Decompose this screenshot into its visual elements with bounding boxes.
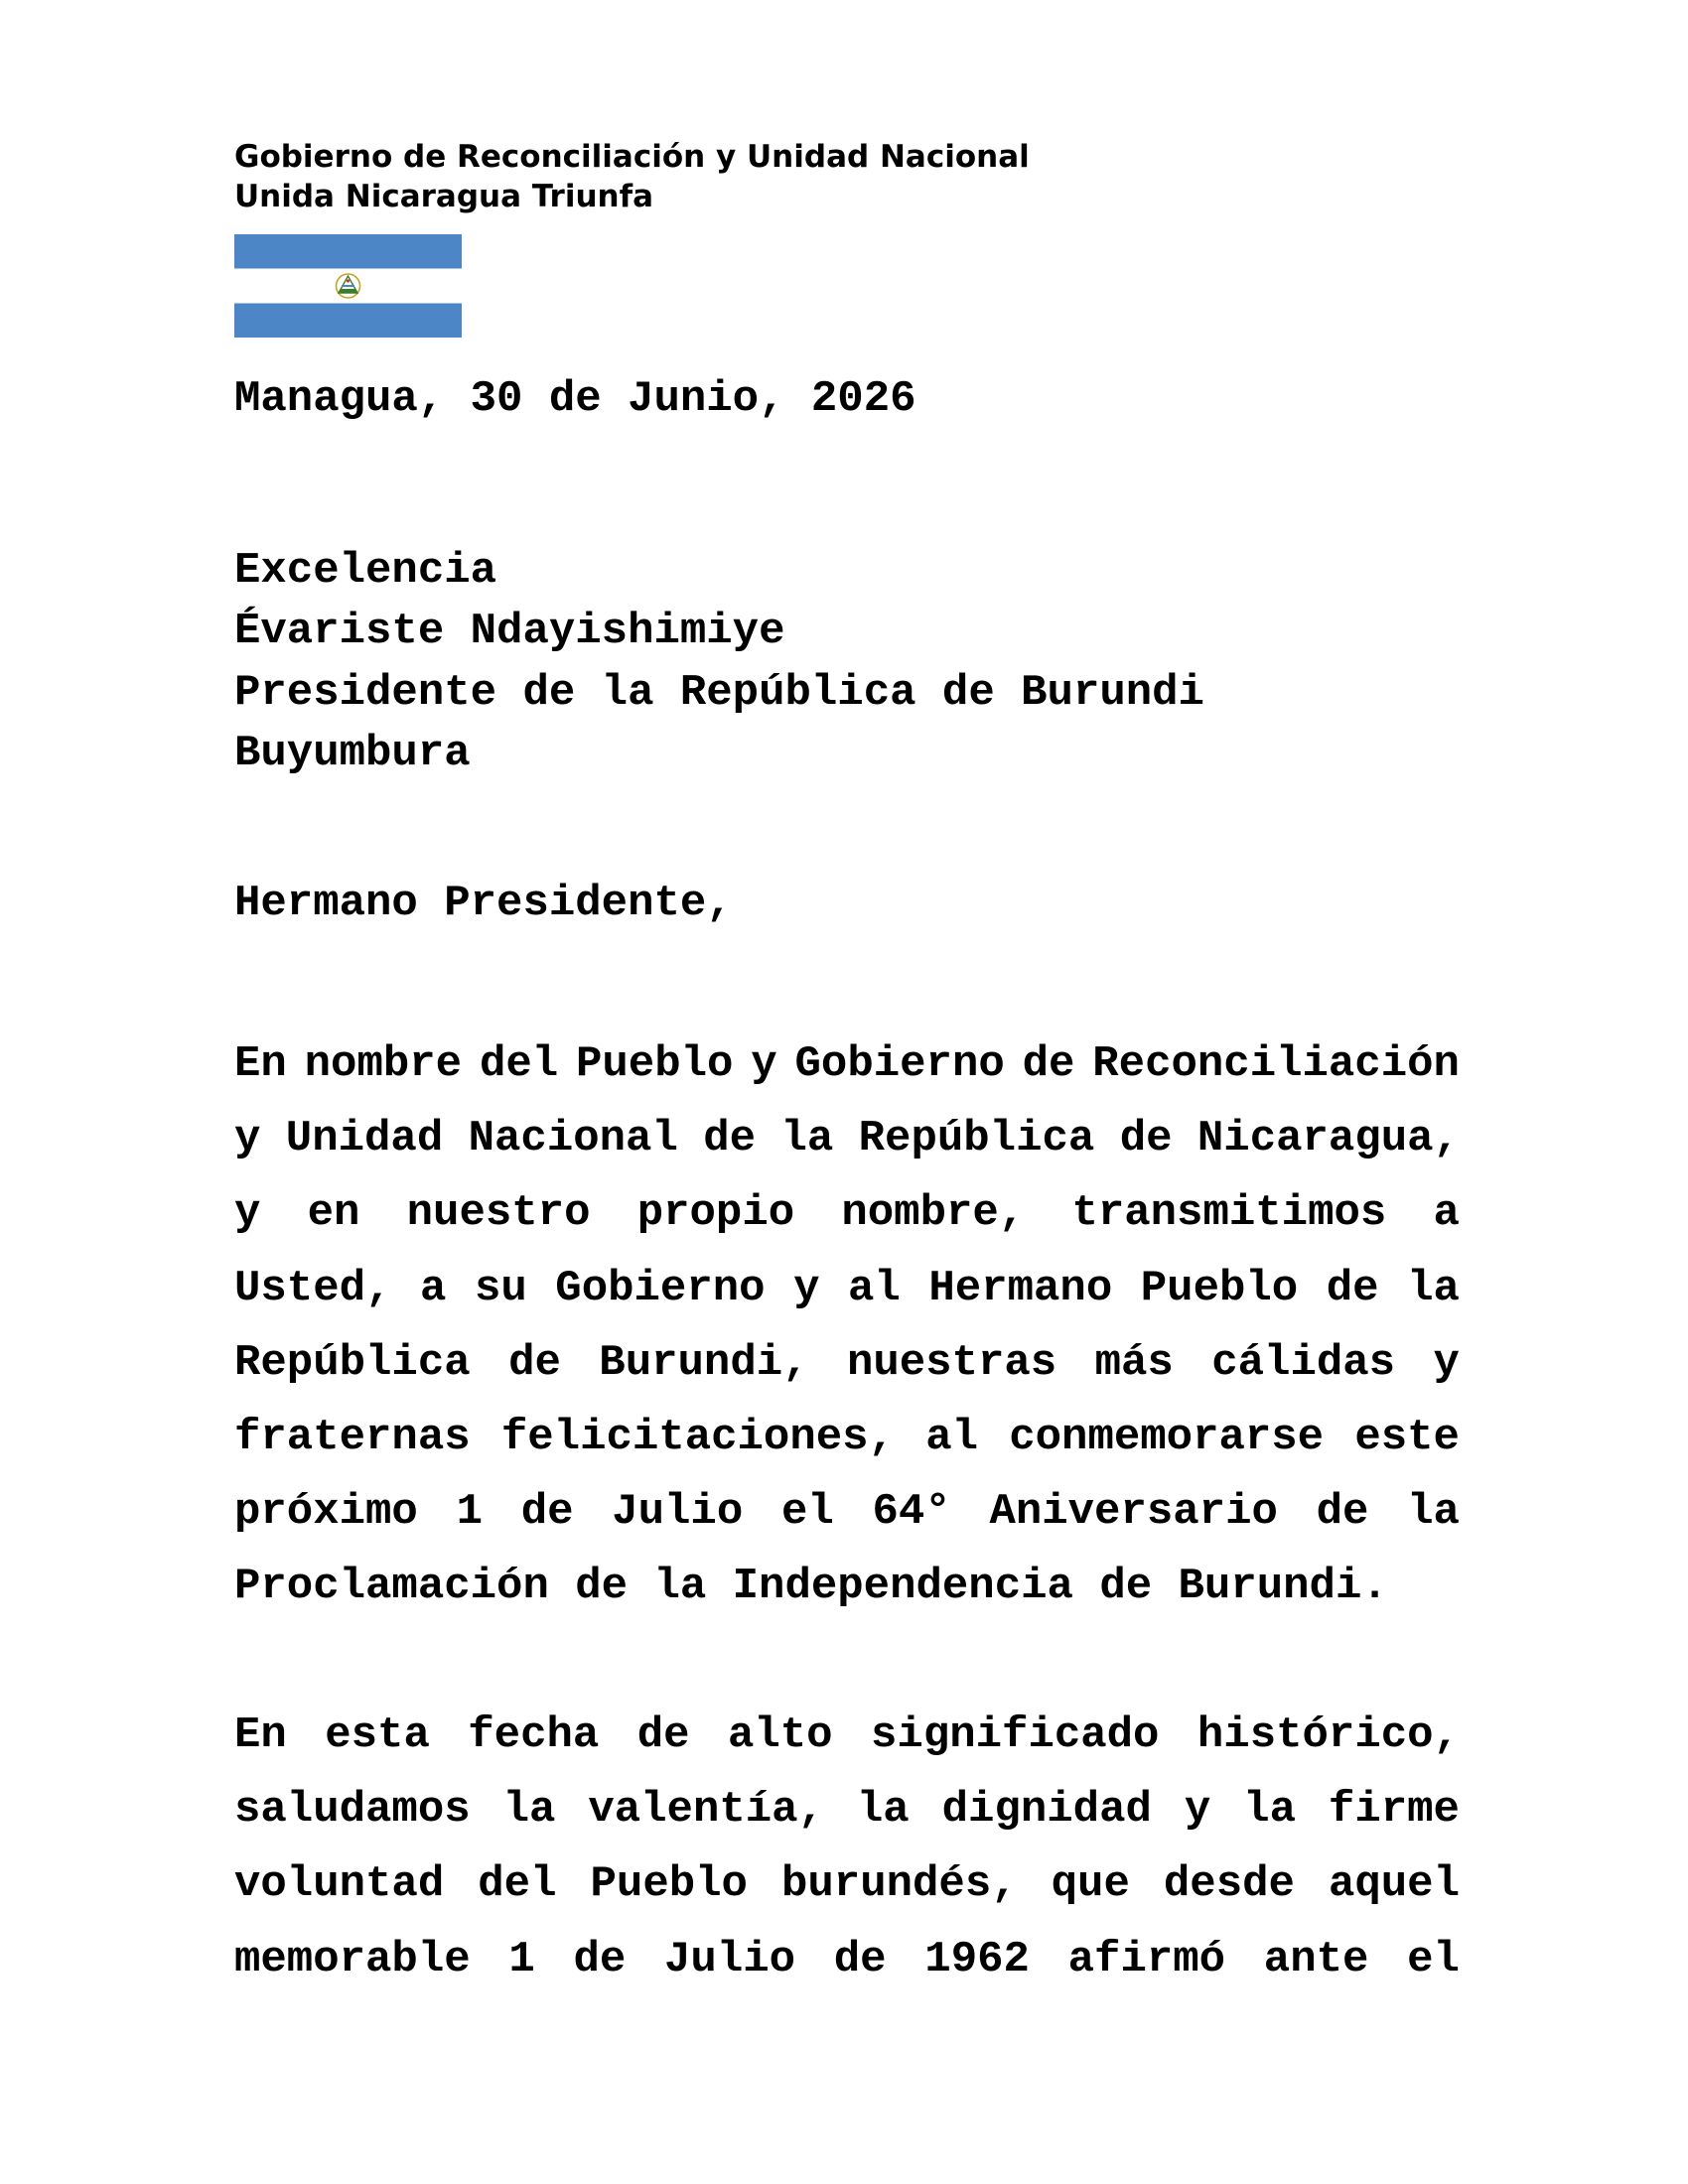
paragraph-line [234, 1923, 1460, 1997]
coat-of-arms-icon [234, 234, 462, 338]
word: de [573, 1934, 627, 1984]
word: Reconciliación [1092, 1039, 1460, 1089]
paragraph-line [234, 1550, 1460, 1624]
paragraph-line [234, 1176, 1460, 1251]
word: la [1407, 1487, 1460, 1538]
word: nuestras [846, 1337, 1057, 1388]
recipient-title: Presidente de la República de Burundi [234, 667, 1204, 718]
word: desde [1163, 1859, 1295, 1910]
word: En [234, 1039, 287, 1089]
word: de [703, 1114, 757, 1164]
word: que [1051, 1859, 1130, 1910]
letter-date: Managua, 30 de Junio, 2026 [234, 374, 916, 424]
word: del [479, 1039, 559, 1089]
word: 64° [872, 1487, 951, 1538]
word: Gobierno [555, 1263, 766, 1313]
paragraph-line [234, 1102, 1460, 1176]
word: voluntad [234, 1859, 445, 1910]
word: Pueblo [1140, 1263, 1299, 1313]
paragraph-line [234, 1326, 1460, 1401]
word: fecha [468, 1710, 600, 1760]
paragraph-2 [234, 1699, 1460, 1997]
word: Nicaragua, [1196, 1114, 1460, 1164]
word: valentía, [588, 1785, 824, 1836]
word: de [636, 1710, 690, 1760]
word: la [780, 1114, 834, 1164]
word: histórico, [1196, 1710, 1460, 1760]
word: conmemorarse [1009, 1413, 1325, 1463]
word: el [1407, 1934, 1460, 1984]
word: y [751, 1039, 777, 1089]
word: Proclamación [234, 1562, 549, 1612]
word: dignidad [941, 1785, 1152, 1836]
paragraph-line [234, 1475, 1460, 1550]
word: este [1354, 1413, 1460, 1463]
word: República [858, 1114, 1095, 1164]
word: Hermano [928, 1263, 1113, 1313]
word: al [848, 1263, 901, 1313]
word: Pueblo [576, 1039, 734, 1089]
word: afirmó [1067, 1934, 1226, 1984]
word: de [1022, 1039, 1075, 1089]
paragraph-line [234, 1401, 1460, 1475]
recipient-honorific: Excelencia [234, 546, 497, 596]
paragraph-line [234, 1847, 1460, 1922]
recipient-city: Buyumbura [234, 728, 471, 778]
word: transmitimos [1071, 1188, 1387, 1239]
word: la [1243, 1785, 1296, 1836]
letterhead [234, 137, 1030, 216]
word: a [1433, 1188, 1460, 1239]
word: fraternas [234, 1413, 471, 1463]
word: el [780, 1487, 834, 1538]
word: alto [727, 1710, 833, 1760]
word: Unidad [285, 1114, 444, 1164]
word: a [419, 1263, 447, 1313]
word: cálidas [1211, 1337, 1396, 1388]
word: la [1407, 1263, 1460, 1313]
word: Julio [612, 1487, 744, 1538]
word: en [307, 1188, 360, 1239]
word: nombre, [841, 1188, 1026, 1239]
word: memorable [234, 1934, 471, 1984]
word: más [1094, 1337, 1174, 1388]
word: 1962 [924, 1934, 1030, 1984]
salutation: Hermano Presidente, [234, 879, 733, 928]
word: Burundi. [1178, 1562, 1388, 1612]
word: Julio [664, 1934, 796, 1984]
word: aquel [1328, 1859, 1460, 1910]
paragraph-line [234, 1699, 1460, 1773]
word: la [856, 1785, 910, 1836]
paragraph-line [234, 1027, 1460, 1102]
letterhead-government: Gobierno de Reconciliación y Unidad Nacional [234, 139, 1030, 175]
word: de [833, 1934, 887, 1984]
word: y [1184, 1785, 1211, 1836]
word: En [234, 1710, 287, 1760]
word: de [508, 1337, 561, 1388]
word: 1 [508, 1934, 535, 1984]
word: saludamos [234, 1785, 471, 1836]
word: de [1326, 1263, 1379, 1313]
word: burundés, [780, 1859, 1018, 1910]
word: próximo [234, 1487, 418, 1538]
paragraph-line [234, 1773, 1460, 1847]
word: y [234, 1114, 261, 1164]
word: y [234, 1188, 261, 1239]
word: felicitaciones, [500, 1413, 895, 1463]
word: nombre [304, 1039, 463, 1089]
word: Usted, [234, 1263, 392, 1313]
word: propio [636, 1188, 795, 1239]
recipient-name: Évariste Ndayishimiye [234, 607, 785, 657]
word: 1 [456, 1487, 483, 1538]
word: ante [1263, 1934, 1369, 1984]
paragraph-line [234, 1252, 1460, 1326]
word: nuestro [406, 1188, 591, 1239]
word: de [1316, 1487, 1369, 1538]
letterhead-slogan: Unida Nicaragua Triunfa [234, 179, 654, 214]
word: la [502, 1785, 556, 1836]
word: del [478, 1859, 557, 1910]
word: Burundi, [599, 1337, 809, 1388]
word: al [925, 1413, 978, 1463]
word: de [1099, 1562, 1153, 1612]
word: su [474, 1263, 527, 1313]
word: de [520, 1487, 574, 1538]
word: Independencia [732, 1562, 1073, 1612]
paragraph-1 [234, 1027, 1460, 1625]
word: significado [871, 1710, 1160, 1760]
word: Aniversario [989, 1487, 1278, 1538]
recipient-block [234, 541, 1204, 784]
word: firme [1328, 1785, 1460, 1836]
word: y [1433, 1337, 1460, 1388]
word: Pueblo [590, 1859, 748, 1910]
word: de [1119, 1114, 1173, 1164]
word: Gobierno [794, 1039, 1005, 1089]
word: Nacional [468, 1114, 678, 1164]
word: y [793, 1263, 820, 1313]
nicaragua-flag-icon [234, 234, 462, 338]
word: República [234, 1337, 471, 1388]
word: de [575, 1562, 629, 1612]
word: esta [325, 1710, 430, 1760]
word: la [653, 1562, 707, 1612]
